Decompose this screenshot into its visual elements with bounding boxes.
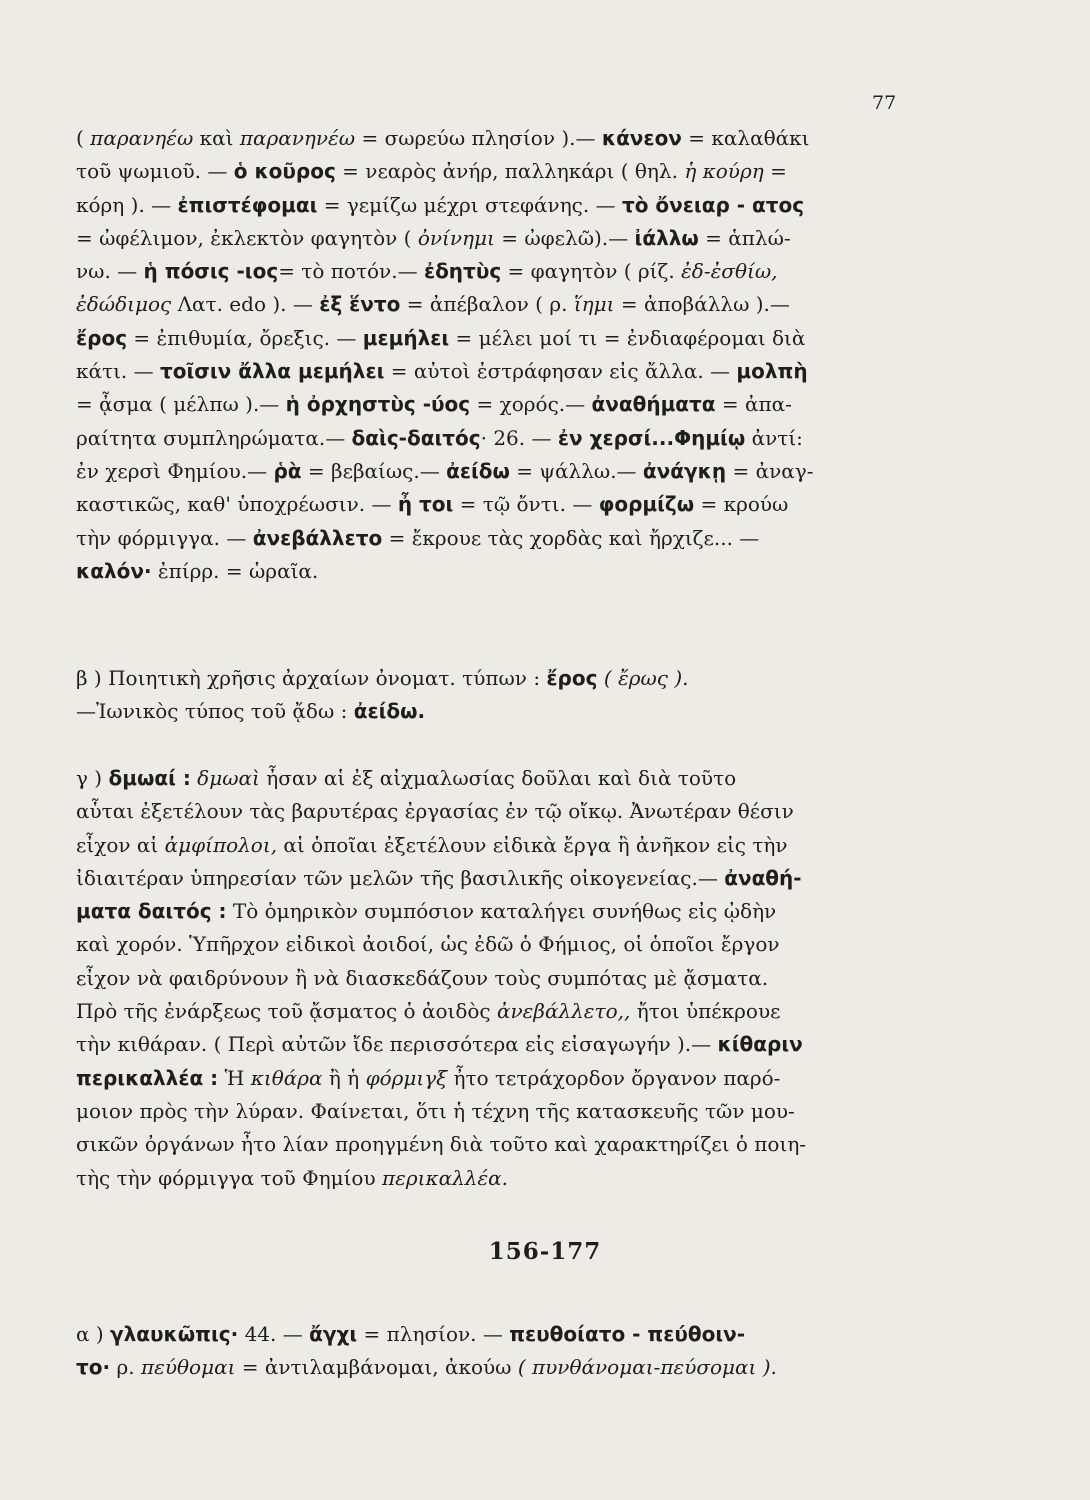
lemma-text: ἀνεβάλλετο xyxy=(252,525,383,550)
text-run: ἐπίρρ. = ὡραῖα. xyxy=(151,558,319,583)
text-line xyxy=(76,995,908,1028)
lemma-text: δμωαί : xyxy=(108,766,191,790)
text-line xyxy=(76,388,908,421)
text-line xyxy=(76,288,908,321)
text-run: = σωρεύω πλησίον ).— xyxy=(355,126,602,150)
text-run: ἦσαν αἱ ἐξ αἰχμαλωσίας δοῦλαι καὶ διὰ τοῦτο xyxy=(259,766,737,790)
text-run: καὶ xyxy=(193,126,240,150)
text-run: = ἐπιθυμία, ὄρεξις. — xyxy=(127,325,363,350)
text-run: Λατ. edo ). — xyxy=(171,292,320,317)
text-line xyxy=(76,555,908,588)
text-run: κιθάρα xyxy=(250,1065,323,1090)
lemma-text: μολπὴ xyxy=(736,359,808,384)
text-line xyxy=(76,862,908,895)
text-run: ( ἔρως ). xyxy=(597,666,689,690)
text-run: παρανηέω xyxy=(90,126,194,150)
text-run: τὴν κιθάραν. ( Περὶ αὐτῶν ἴδε περισσότερα εἰς εἰσαγωγήν ).— xyxy=(76,1032,718,1057)
text-run: γ ) xyxy=(76,766,109,790)
text-run: = ἔκρουε τὰς χορδὰς καὶ ἤρχιζε... — xyxy=(382,525,760,550)
text-run: ὀνίνημι xyxy=(417,225,495,250)
text-run: νω. — xyxy=(76,259,144,284)
text-line xyxy=(76,1351,908,1384)
page-number: 77 xyxy=(872,92,897,114)
text-run: ἰδιαιτέραν ὑπηρεσίαν τῶν μελῶν τῆς βασιλικῆς οἰκογενείας.— xyxy=(76,865,725,890)
text-run: = ψάλλω.— xyxy=(509,458,643,483)
text-run: = ἀντιλαμβάνομαι, ἀκούω xyxy=(235,1355,518,1380)
note-beta xyxy=(76,662,908,729)
text-run: = πλησίον. — xyxy=(357,1322,510,1346)
text-line xyxy=(76,122,908,155)
text-run: ( xyxy=(76,126,91,150)
text-run: Τὸ ὁμηρικὸν συμπόσιον καταλήγει συνήθως εἰς ᾠδὴν xyxy=(226,899,777,924)
text-run: · 26. — xyxy=(480,425,558,450)
text-run: = βεβαίως.— xyxy=(301,458,447,483)
text-line xyxy=(76,928,908,961)
text-run: = ἀπα- xyxy=(715,392,792,417)
text-run: ἦτο τετράχορδον ὄργανον παρό- xyxy=(447,1065,781,1090)
lemma-text: κίθαριν xyxy=(717,1032,803,1057)
text-run: καὶ χορόν. Ὑπῆρχον εἰδικοὶ ἀοιδοί, ὡς ἐδῶ ὁ Φήμιος, οἱ ὁποῖοι ἔργον xyxy=(76,932,780,957)
text-run: ( πυνθάνομαι-πεύσομαι ). xyxy=(517,1355,777,1380)
note-alpha xyxy=(76,1318,908,1385)
text-run: κόρη ). — xyxy=(76,192,178,217)
text-line xyxy=(76,895,908,928)
text-run: = ἁπλώ- xyxy=(698,225,791,250)
text-line xyxy=(76,255,908,288)
lemma-text: γλαυκῶπις· xyxy=(110,1322,239,1346)
lemma-text: ἄγχι xyxy=(309,1322,358,1346)
text-run: ἢ ἡ xyxy=(322,1065,366,1090)
text-run: ἡ κούρη xyxy=(684,159,764,184)
text-run: ἤτοι ὑπέκρουε xyxy=(630,999,781,1024)
lemma-text: ἡ πόσις -ιος xyxy=(143,259,279,284)
lemma-text: κάνεον xyxy=(601,126,682,150)
text-line xyxy=(76,829,908,862)
text-run: = xyxy=(763,159,787,184)
lemma-text: ἔρος xyxy=(546,666,598,690)
text-line xyxy=(76,762,908,795)
text-run: = κρούω xyxy=(694,492,789,517)
text-line xyxy=(76,322,908,355)
text-run: ἐδ-ἐσθίω, xyxy=(681,259,778,284)
text-line xyxy=(76,488,908,521)
section-heading: 156-177 xyxy=(488,1238,602,1265)
text-line xyxy=(76,189,908,222)
lemma-text: το· xyxy=(76,1355,111,1380)
text-line xyxy=(76,695,908,728)
text-run: = γεμίζω μέχρι στεφάνης. — xyxy=(317,192,622,217)
text-run: ἐν χερσὶ Φημίου.— xyxy=(76,458,274,483)
text-run: μοιον πρὸς τὴν λύραν. Φαίνεται, ὅτι ἡ τέχνη τῆς κατασκευῆς τῶν μου- xyxy=(76,1098,795,1123)
text-line xyxy=(76,1095,908,1128)
lemma-text: περικαλλέα : xyxy=(76,1065,219,1090)
lemma-text: δαὶς-δαιτός xyxy=(351,425,481,450)
text-line xyxy=(76,1062,908,1095)
lemma-text: ἐξ ἕντο xyxy=(319,292,401,317)
text-run: πεύθομαι xyxy=(140,1355,236,1380)
lemma-text: ἀναθή- xyxy=(724,865,802,890)
text-run: παρανηνέω xyxy=(239,126,356,150)
lemma-text: ὁ κοῦρος xyxy=(233,159,336,184)
text-run: = ὠφέλιμον, ἐκλεκτὸν φαγητὸν ( xyxy=(76,225,418,250)
text-line xyxy=(76,155,908,188)
lemma-text: πευθοίατο - πεύθοιν- xyxy=(509,1322,746,1346)
lemma-text: ἔρος xyxy=(76,325,128,350)
lemma-text: ἀναθήματα xyxy=(591,392,716,417)
text-run: δμωαὶ xyxy=(190,766,260,790)
lemma-text: ματα δαιτός : xyxy=(76,899,227,924)
text-run: ρ. xyxy=(110,1355,141,1380)
text-run: ἐδώδιμος xyxy=(76,292,172,317)
text-run: = φαγητὸν ( ρίζ. xyxy=(501,259,682,284)
lemma-text: ἡ ὀρχηστὺς -ύος xyxy=(285,392,471,417)
lemma-text: ἰάλλω xyxy=(634,225,699,250)
text-run: = μέλει μοί τι = ἐνδιαφέρομαι διὰ xyxy=(449,325,806,350)
lemma-text: ἐπιστέφομαι xyxy=(177,192,318,217)
text-run: κάτι. — xyxy=(76,359,160,384)
text-run: τὴν φόρμιγγα. — xyxy=(76,525,253,550)
text-run: σικῶν ὀργάνων ἦτο λίαν προηγμένη διὰ τοῦτο καὶ χαρακτηρίζει ὁ ποιη- xyxy=(76,1132,807,1157)
text-run: εἶχον αἱ xyxy=(76,832,165,857)
text-run: = ἀπέβαλον ( ρ. xyxy=(400,292,574,317)
lemma-text: ἀείδω. xyxy=(353,699,426,724)
lemma-text: μεμήλει xyxy=(362,325,450,350)
text-run: = αὐτοὶ ἐστράφησαν εἰς ἄλλα. — xyxy=(384,359,737,384)
text-line xyxy=(76,355,908,388)
text-run: = ἀναγ- xyxy=(726,458,814,483)
text-run: —Ἰωνικὸς τύπος τοῦ ᾄδω : xyxy=(76,699,354,724)
text-run: β ) Ποιητικὴ χρῆσις ἀρχαίων ὀνοματ. τύπων : xyxy=(76,666,547,690)
text-line xyxy=(76,795,908,828)
text-run: = ἀποβάλλω ).— xyxy=(614,292,790,317)
text-line xyxy=(76,1028,908,1061)
text-line xyxy=(76,222,908,255)
lemma-text: καλόν· xyxy=(76,558,152,583)
text-run: ραίτητα συμπληρώματα.— xyxy=(76,425,352,450)
lemma-text: ἐδητὺς xyxy=(423,259,502,284)
lemma-text: ἦ τοι xyxy=(397,492,454,517)
text-run: = τῷ ὄντι. — xyxy=(453,492,599,517)
text-run: ἀντί: xyxy=(745,425,803,450)
text-run: α ) xyxy=(76,1322,111,1346)
text-run: αἱ ὁποῖαι ἐξετέλουν εἰδικὰ ἔργα ἢ ἀνῆκον εἰς τὴν xyxy=(277,832,788,857)
text-run: ἀμφίπολοι, xyxy=(164,832,278,857)
lemma-text: τὸ ὄνειαρ - ατος xyxy=(621,192,805,217)
text-line xyxy=(76,1318,908,1351)
text-run: φόρμιγξ xyxy=(365,1065,448,1090)
text-line xyxy=(76,962,908,995)
text-run: περικαλλέα. xyxy=(381,1165,509,1190)
text-line xyxy=(76,522,908,555)
text-run: = ᾆσμα ( μέλπω ).— xyxy=(76,392,286,417)
text-line xyxy=(76,1128,908,1161)
text-run: Πρὸ τῆς ἐνάρξεως τοῦ ᾄσματος ὁ ἀοιδὸς xyxy=(76,999,497,1024)
text-run: = νεαρὸς ἀνήρ, παλληκάρι ( θηλ. xyxy=(335,159,685,184)
lemma-text: ῥὰ xyxy=(273,458,302,483)
text-run: τὴς τὴν φόρμιγγα τοῦ Φημίου xyxy=(76,1165,382,1190)
text-run: αὗται ἐξετέλουν τὰς βαρυτέρας ἐργασίας ἐν τῷ οἴκῳ. Ἀνωτέραν θέσιν xyxy=(76,799,794,824)
note-gamma xyxy=(76,762,908,1195)
text-run: Ἡ xyxy=(218,1065,251,1090)
lemma-text: φορμίζω xyxy=(598,492,695,517)
commentary-block xyxy=(76,122,908,588)
text-run: ἀνεβάλλετο,, xyxy=(496,999,631,1024)
lemma-text: ἀείδω xyxy=(446,458,510,483)
lemma-text: ἐν χερσί...Φημίῳ xyxy=(557,425,746,450)
text-line xyxy=(76,662,908,695)
text-line xyxy=(76,422,908,455)
text-run: = ὠφελῶ).— xyxy=(494,225,635,250)
text-run: = καλαθάκι xyxy=(681,126,810,150)
lemma-text: τοῖσιν ἄλλα μεμήλει xyxy=(159,359,385,384)
text-line xyxy=(76,1162,908,1195)
text-run: = χορός.— xyxy=(470,392,592,417)
text-run: τοῦ ψωμιοῦ. — xyxy=(76,159,234,184)
text-run: ἵημι xyxy=(573,292,615,317)
text-run: = τὸ ποτόν.— xyxy=(278,259,424,284)
text-line xyxy=(76,455,908,488)
lemma-text: ἀνάγκῃ xyxy=(642,458,727,483)
text-run: 44. — xyxy=(238,1322,310,1346)
text-run: εἶχον νὰ φαιδρύνουν ἢ νὰ διασκεδάζουν τοὺς συμπότας μὲ ᾄσματα. xyxy=(76,965,769,990)
text-run: καστικῶς, καθ' ὑποχρέωσιν. — xyxy=(76,492,398,517)
